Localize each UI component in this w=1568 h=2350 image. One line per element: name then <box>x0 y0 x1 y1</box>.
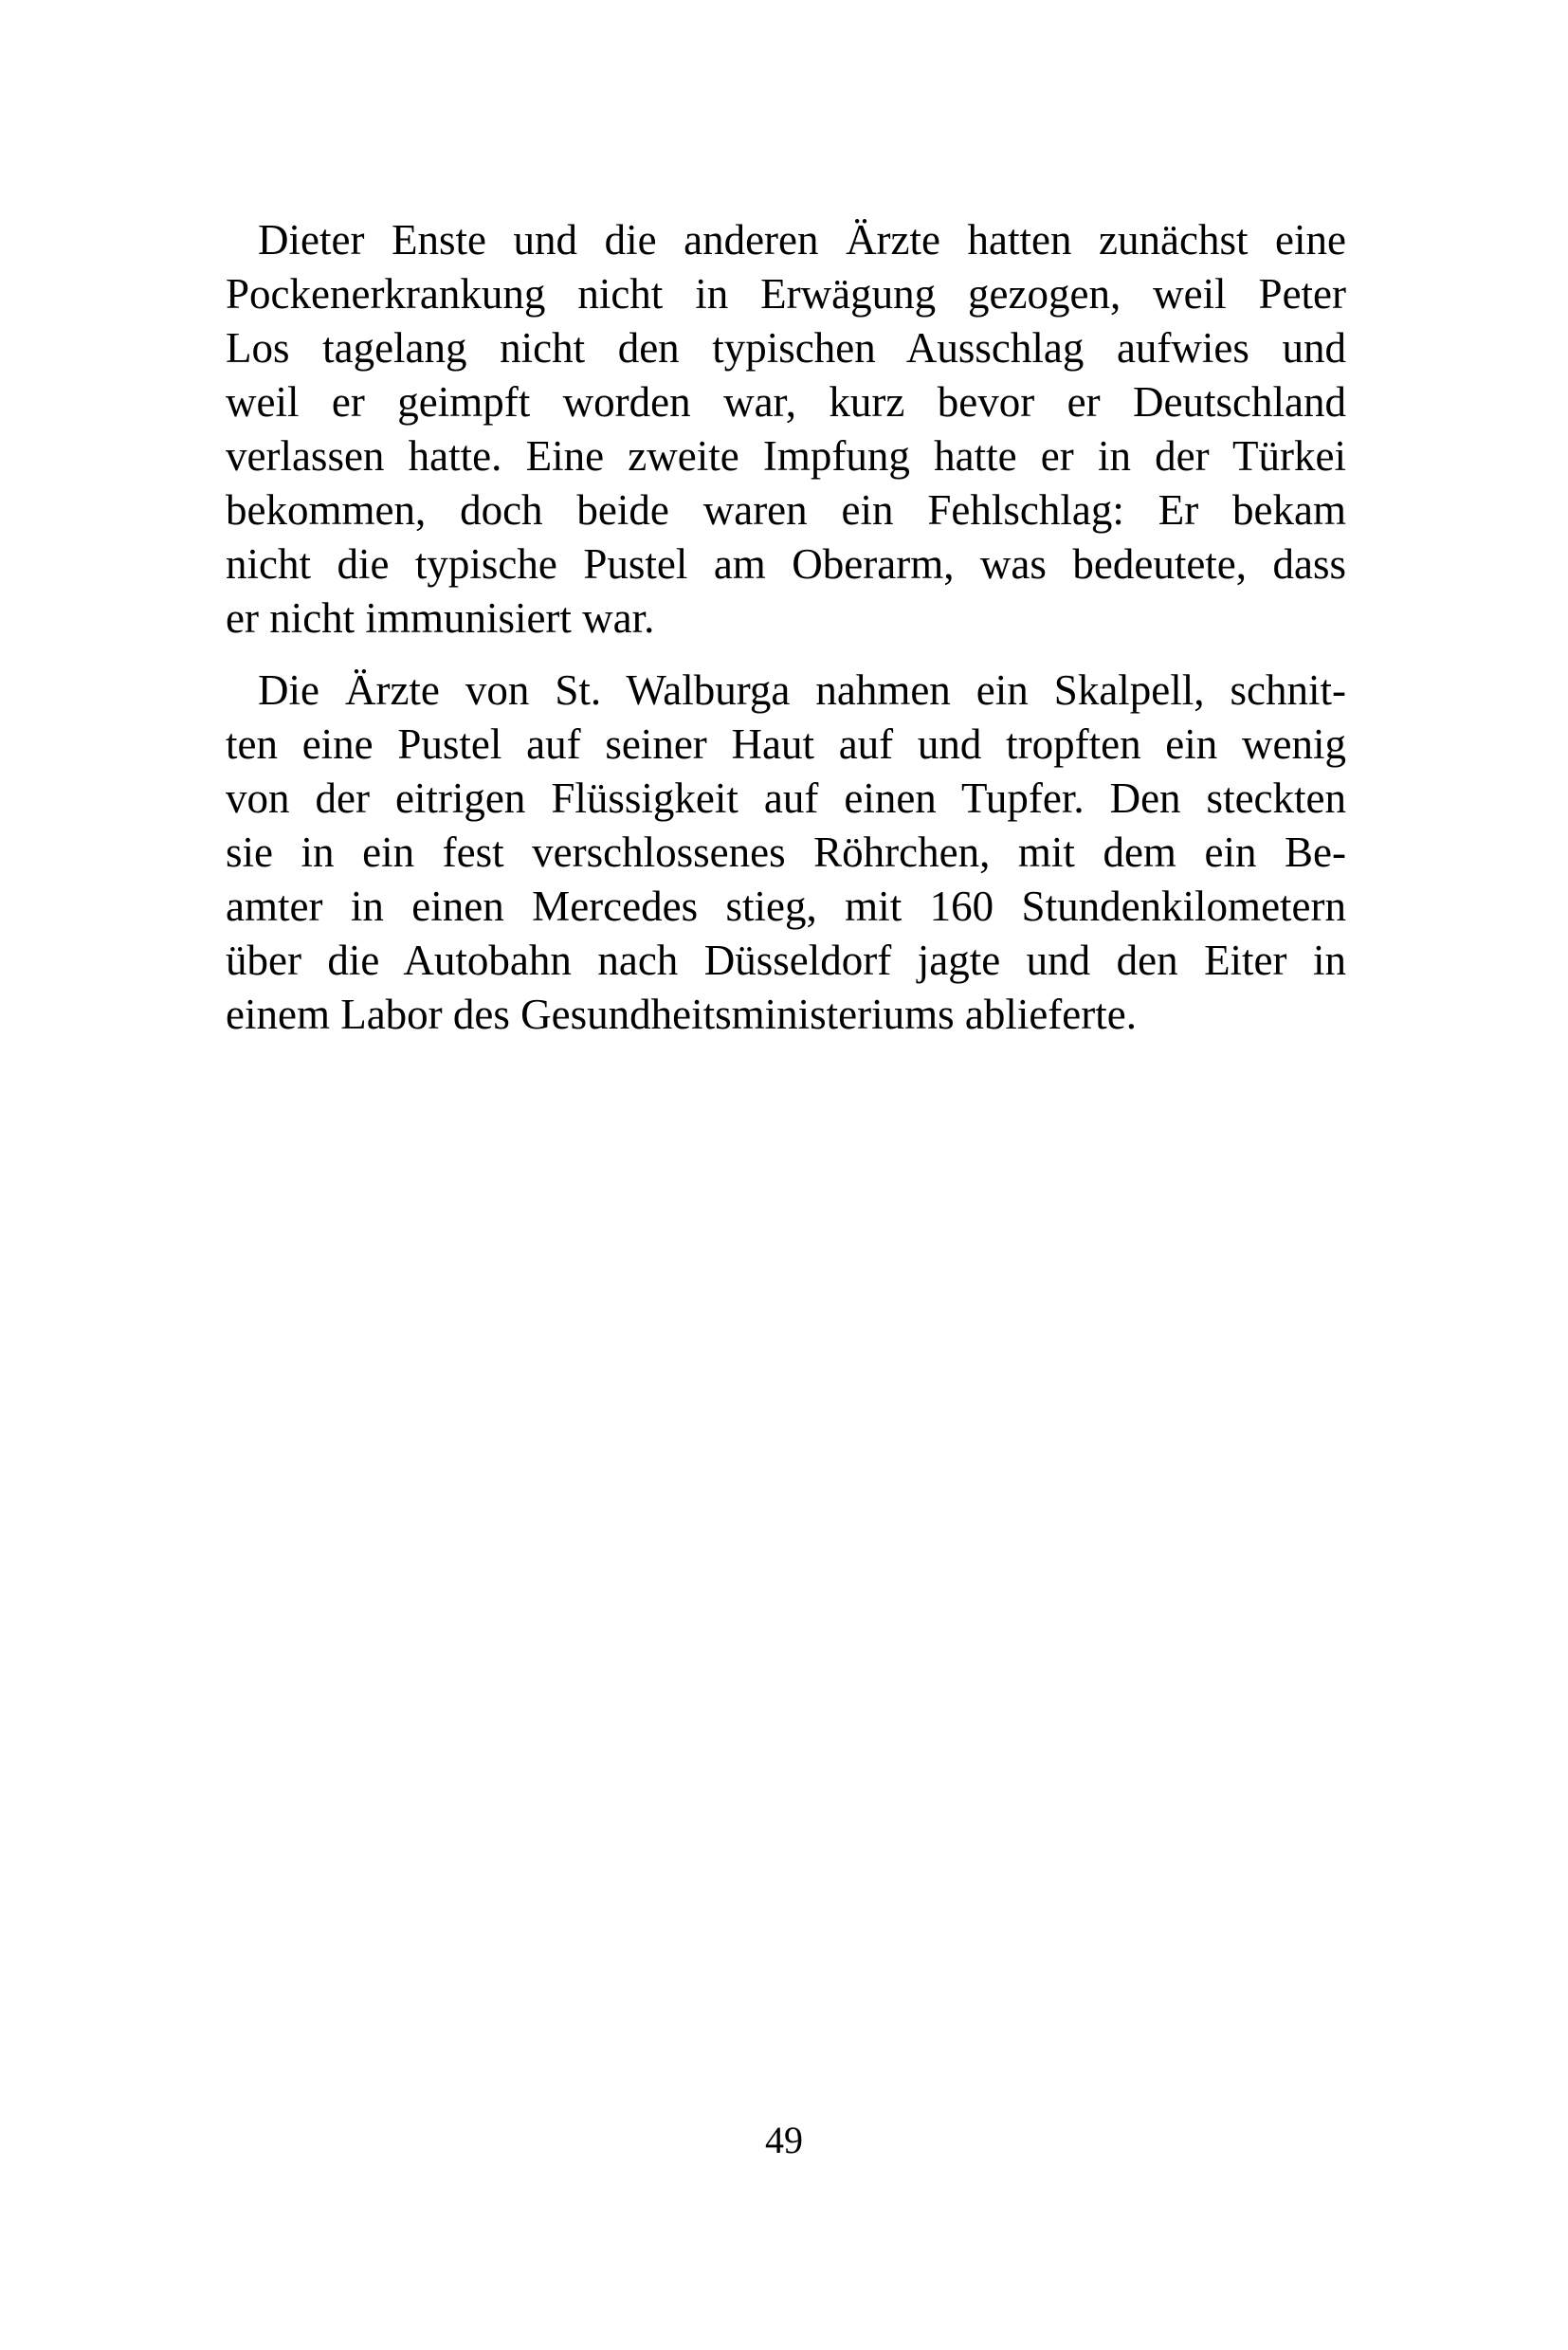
text-line: bekommen, doch beide waren ein Fehlschlag: Er bekam <box>226 486 1346 534</box>
text-line: Dieter Enste und die anderen Ärzte hatten zunächst eine <box>258 216 1346 264</box>
text-line: sie in ein fest verschlossenes Röhrchen, mit dem ein Be- <box>226 829 1346 876</box>
text-line: einem Labor des Gesundheitsministeriums ablieferte. <box>226 991 1137 1038</box>
text-line: nicht die typische Pustel am Oberarm, was bedeutete, dass <box>226 540 1346 588</box>
text-line: Die Ärzte von St. Walburga nahmen ein Skalpell, schnit- <box>258 666 1346 714</box>
text-line: ten eine Pustel auf seiner Haut auf und tropften ein wenig <box>226 720 1346 768</box>
page-number: 49 <box>765 2119 803 2161</box>
text-line: Los tagelang nicht den typischen Ausschlag aufwies und <box>226 324 1346 372</box>
text-line: verlassen hatte. Eine zweite Impfung hatte er in der Türkei <box>226 432 1346 480</box>
paragraph-2 <box>226 664 1346 1042</box>
text-line: Pockenerkrankung nicht in Erwägung gezogen, weil Peter <box>226 270 1346 318</box>
text-line: von der eitrigen Flüssigkeit auf einen Tupfer. Den steckten <box>226 774 1346 822</box>
text-line: über die Autobahn nach Düsseldorf jagte und den Eiter in <box>226 937 1346 984</box>
text-line: amter in einen Mercedes stieg, mit 160 Stundenkilometern <box>226 883 1346 930</box>
text-line: er nicht immunisiert war. <box>226 594 655 642</box>
body-text <box>226 213 1346 1042</box>
text-line: weil er geimpft worden war, kurz bevor er Deutschland <box>226 378 1346 426</box>
paragraph-1 <box>226 213 1346 646</box>
